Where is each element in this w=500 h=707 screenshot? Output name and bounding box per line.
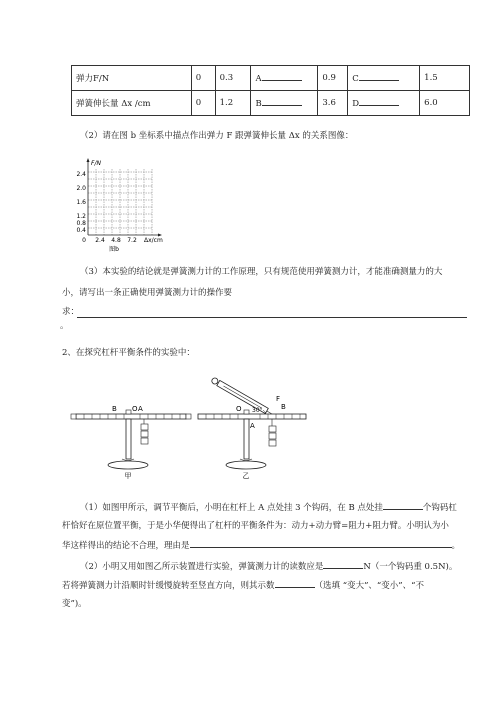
weight bbox=[269, 440, 276, 446]
lever-bar bbox=[76, 414, 186, 419]
x-tick-label: 2.4 bbox=[95, 237, 105, 244]
row-label-extension: 弹簧伸长量 Δx /cm bbox=[72, 91, 192, 116]
p2-line-2 bbox=[62, 579, 424, 593]
p1-line-1 bbox=[80, 501, 457, 515]
p2-line-1a: （2）小明又用如图乙所示装置进行实验，弹簧测力计的读数应是 bbox=[80, 562, 324, 572]
p2-line-2a: 若将弹簧测力计沿顺时针缓慢旋转至竖直方向，则其示数 bbox=[62, 581, 275, 591]
data-table bbox=[71, 65, 470, 116]
section-2-title: 2、在探究杠杆平衡条件的实验中： bbox=[62, 348, 195, 358]
graph-caption: 图b bbox=[109, 246, 119, 253]
p1-line-3-text: 华这样得出的结论不合理，理由是 bbox=[62, 541, 190, 551]
y-tick-label: 2.0 bbox=[76, 185, 86, 192]
blank-line bbox=[262, 72, 302, 81]
end-mark: 。 bbox=[451, 541, 461, 551]
weight bbox=[141, 438, 148, 444]
y-tick-label: 1.6 bbox=[76, 199, 86, 206]
y-tick-label: 0.4 bbox=[76, 227, 86, 234]
support-post bbox=[244, 419, 249, 459]
pivot-block bbox=[244, 410, 249, 414]
label-o: O bbox=[236, 405, 242, 413]
table-cell: 0 bbox=[191, 91, 215, 116]
lever-jia bbox=[71, 405, 191, 480]
p2-line-1 bbox=[80, 560, 457, 574]
blank-a-cell[interactable] bbox=[251, 66, 318, 91]
p2-line-2b: （选填 “变大”、“变小”、“不 bbox=[314, 581, 424, 591]
weight bbox=[141, 431, 148, 437]
blank-line bbox=[359, 72, 399, 81]
answer-blank[interactable] bbox=[275, 579, 315, 588]
blank-line bbox=[359, 97, 399, 106]
support-post bbox=[126, 419, 131, 459]
question-3-line-3: 求： bbox=[62, 307, 80, 317]
caption-jia: 甲 bbox=[124, 472, 132, 480]
blank-line bbox=[262, 97, 302, 106]
table-cell: 1.5 bbox=[420, 66, 470, 91]
label-a: A bbox=[138, 405, 143, 413]
x-tick-label: 7.2 bbox=[127, 237, 137, 244]
p1-line-1a: （1）如图甲所示，调节平衡后，小明在杠杆上 A 点处挂 3 个钩码，在 B 点处挂 bbox=[80, 503, 383, 513]
answer-blank[interactable] bbox=[383, 501, 423, 510]
blank-label: A bbox=[255, 74, 262, 84]
weight bbox=[269, 433, 276, 439]
blank-b-cell[interactable] bbox=[251, 91, 318, 116]
x-tick-label: 4.8 bbox=[111, 237, 121, 244]
question-3-line-1: （3）本实验的结论就是弹簧测力计的工作原理，只有规范使用弹簧测力计，才能准确测量力的大 bbox=[80, 267, 443, 277]
answer-line[interactable] bbox=[77, 317, 467, 318]
label-b: B bbox=[281, 403, 286, 411]
label-b: B bbox=[112, 405, 117, 413]
blank-d-cell[interactable] bbox=[348, 91, 420, 116]
y-tick-label: 1.2 bbox=[76, 213, 86, 220]
y-tick-label: 0.8 bbox=[76, 220, 86, 227]
weight bbox=[269, 426, 276, 432]
table-cell: 0 bbox=[191, 66, 215, 91]
blank-label: B bbox=[255, 99, 262, 109]
blank-label: D bbox=[352, 99, 360, 109]
p2-line-3: 变”)。 bbox=[62, 599, 87, 609]
table-row bbox=[72, 66, 470, 91]
label-o: O bbox=[132, 405, 138, 413]
row-label-force: 弹力F/N bbox=[72, 66, 192, 91]
table-cell: 6.0 bbox=[420, 91, 470, 116]
p2-line-1b: N（一个钩码重 0.5N)。 bbox=[363, 562, 458, 572]
caption-yi: 乙 bbox=[242, 472, 250, 480]
answer-blank[interactable] bbox=[323, 560, 363, 569]
p1-line-1b: 个钩码杠 bbox=[422, 503, 457, 513]
x-axis-label: Δx/cm bbox=[144, 237, 163, 244]
balance-nut bbox=[71, 414, 76, 419]
pivot-block bbox=[126, 410, 131, 414]
question-3-line-2: 小，请写出一条正确使用弹簧测力计的操作要 bbox=[62, 288, 233, 298]
label-angle: 30° bbox=[252, 407, 263, 414]
table-cell: 3.6 bbox=[318, 91, 348, 116]
label-f: F bbox=[276, 395, 281, 403]
lever-yi bbox=[198, 377, 306, 480]
origin-label: 0 bbox=[82, 237, 86, 244]
weight bbox=[141, 424, 148, 430]
table-cell: 1.2 bbox=[215, 91, 251, 116]
p1-line-2: 杆恰好在原位置平衡，于是小华便得出了杠杆的平衡条件为：动力+动力臂=阻力+阻力臂。小明认为小 bbox=[62, 521, 449, 531]
end-mark: 。 bbox=[60, 321, 69, 331]
label-a: A bbox=[250, 422, 255, 430]
p1-line-3 bbox=[62, 539, 460, 553]
graph-b bbox=[60, 155, 180, 255]
grid bbox=[88, 169, 152, 235]
support-base bbox=[108, 461, 148, 469]
y-axis-label: F/N bbox=[91, 160, 101, 167]
blank-label: C bbox=[352, 74, 359, 84]
balance-nut bbox=[186, 414, 191, 419]
table-cell: 0.9 bbox=[318, 66, 348, 91]
question-2-text: （2）请在图 b 坐标系中描点作出弹力 F 跟弹簧伸长量 Δx 的关系图像： bbox=[80, 131, 354, 141]
table-cell: 0.3 bbox=[215, 66, 251, 91]
blank-c-cell[interactable] bbox=[348, 66, 420, 91]
lever-figure bbox=[70, 370, 310, 480]
y-axis-arrow bbox=[87, 158, 90, 162]
answer-blank[interactable] bbox=[190, 539, 452, 548]
table-row bbox=[72, 91, 470, 116]
y-tick-label: 2.4 bbox=[76, 171, 86, 178]
support-base bbox=[226, 461, 266, 469]
